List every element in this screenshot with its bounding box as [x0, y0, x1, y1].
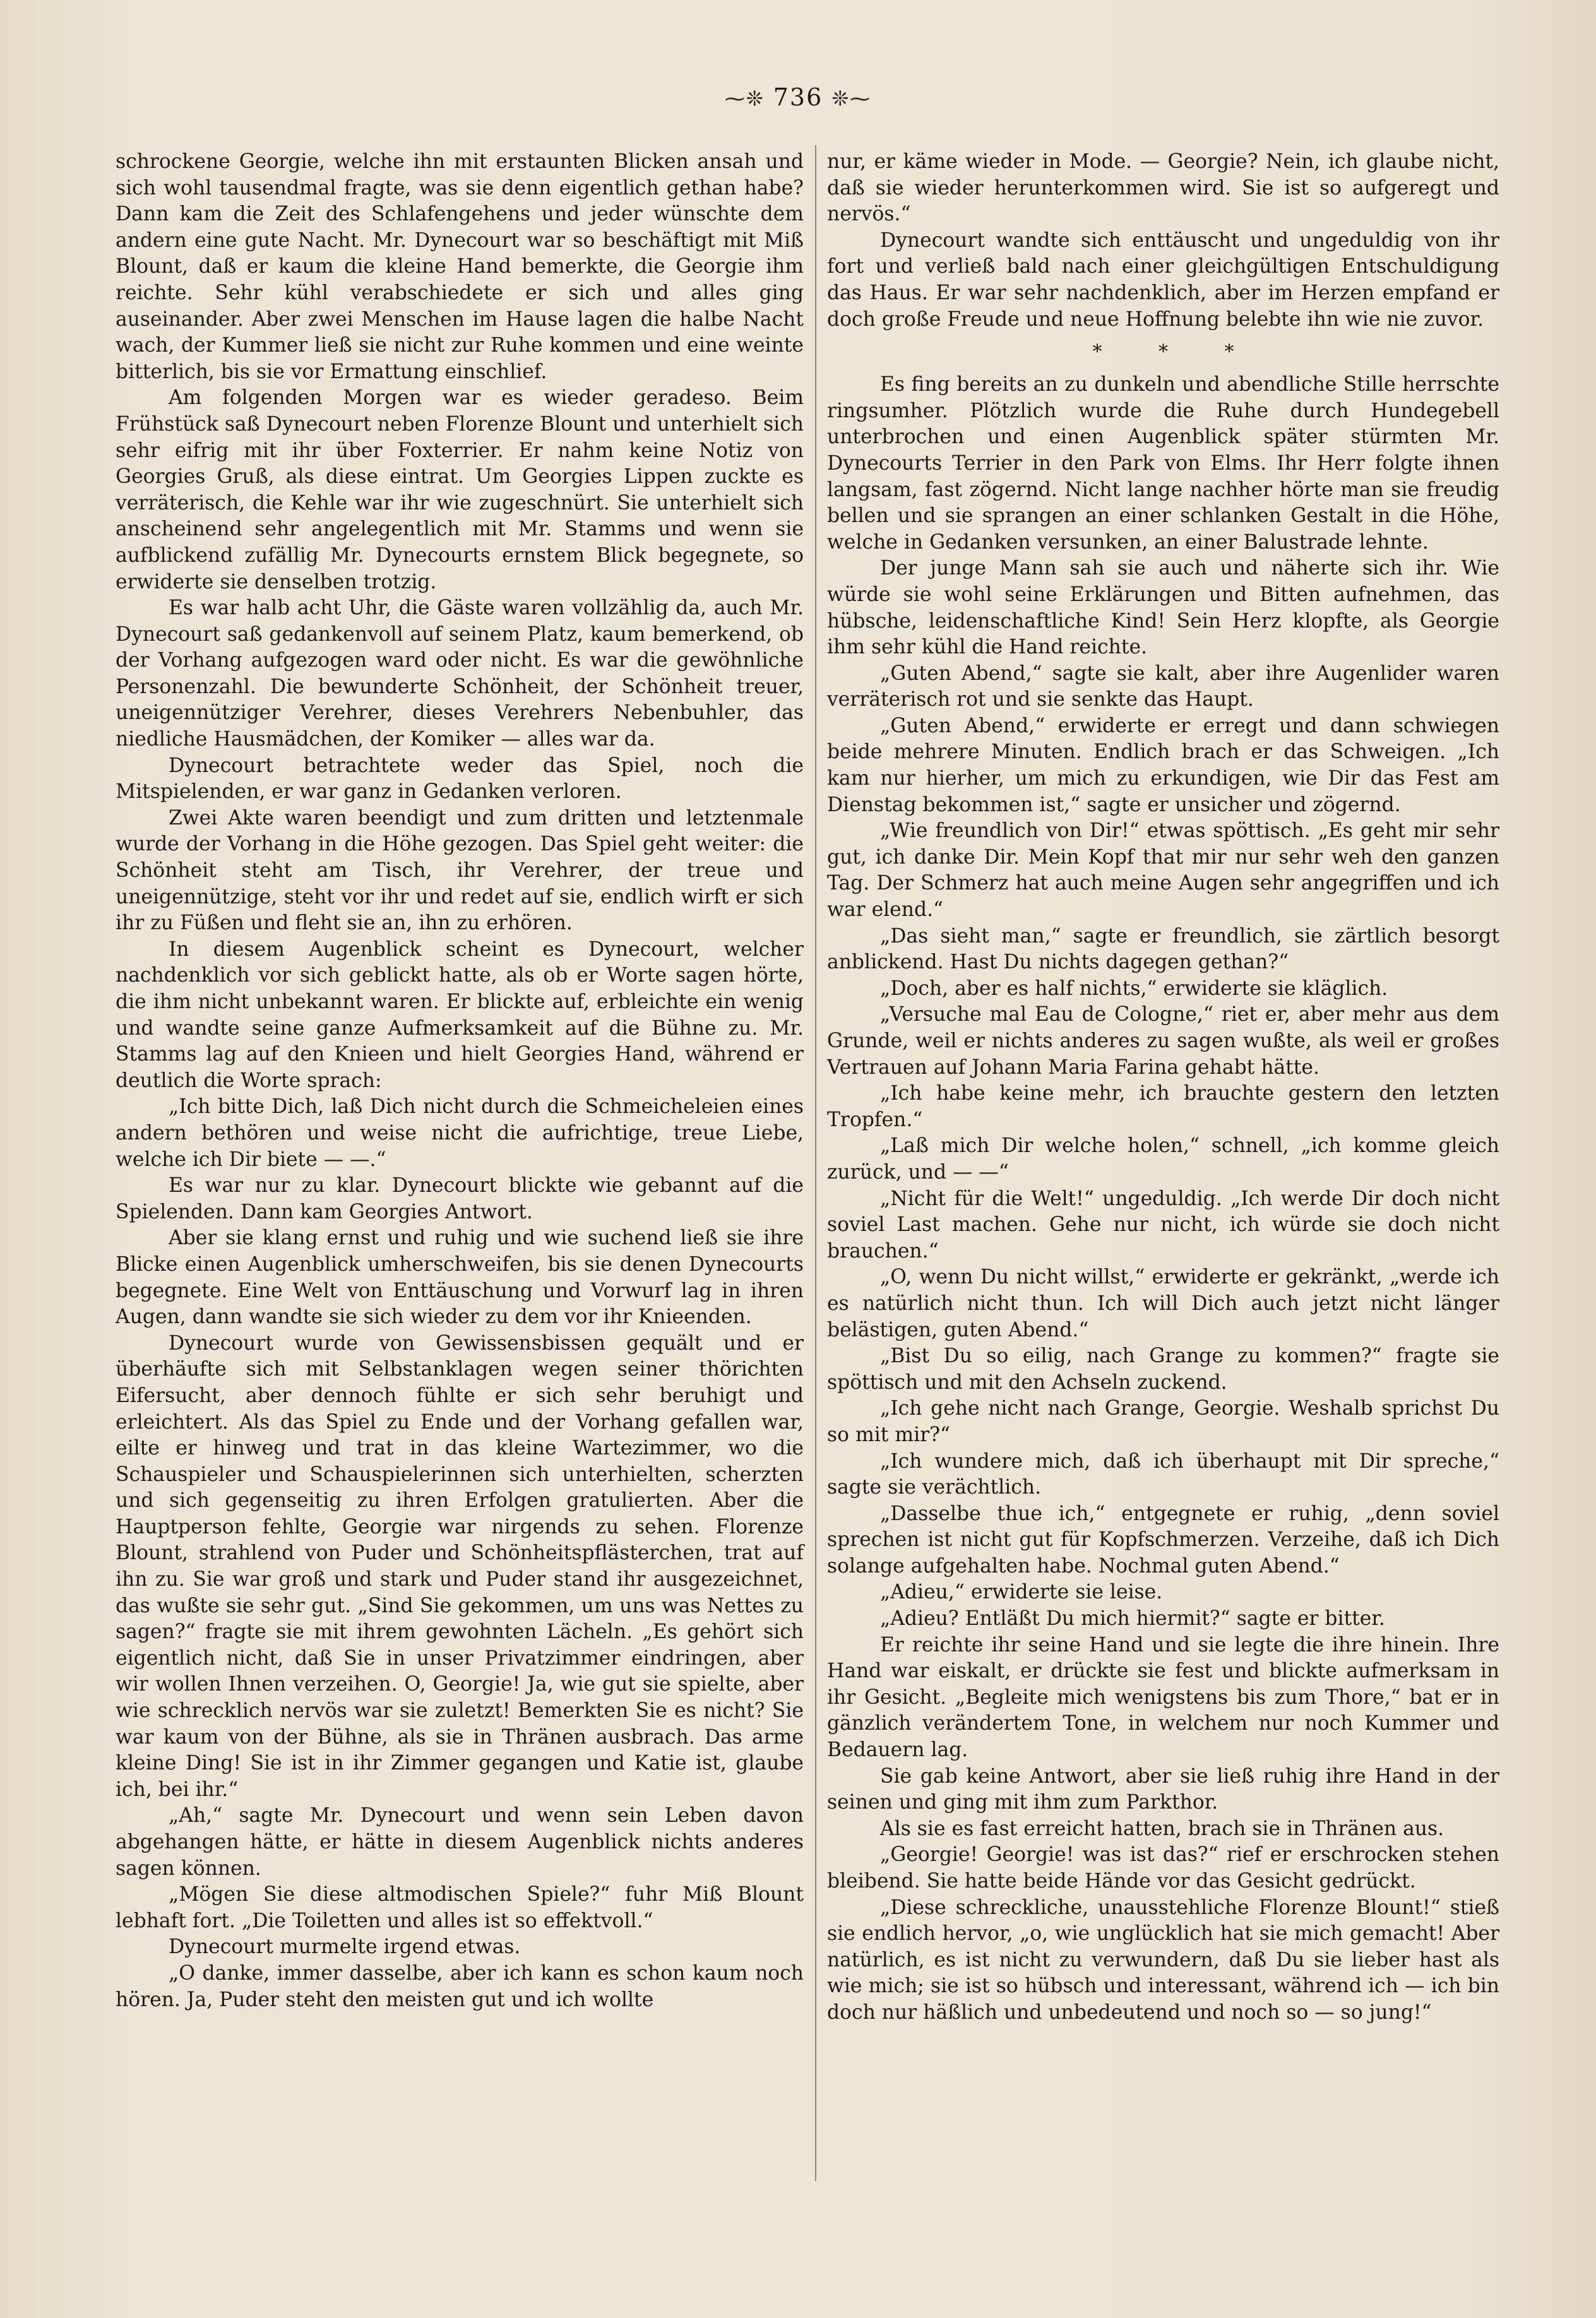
- paragraph: Es war halb acht Uhr, die Gäste waren vollzählig da, auch Mr. Dynecourt saß gedankenvoll auf seinem Platz, kaum bemerkend, ob der Vorhang aufgezogen ward oder nicht. Es war die gewöhnliche Personenzahl. Die bewunderte Schönheit, der Schönheit treuer, uneigennütziger Verehrer, dieses Verehrers Nebenbuhler, das niedliche Hausmädchen, der Komiker — alles war da.: [116, 597, 804, 751]
- paragraph: „Doch, aber es half nichts,“ erwiderte sie kläglich.: [880, 977, 1388, 1000]
- paragraph: Er reichte ihr seine Hand und sie legte die ihre hinein. Ihre Hand war eiskalt, er drückte sie fest und blickte aufmerksam in ihr Gesicht. „Begleite mich wenigstens bis zum Thore,“ bat er in gänzlich verändertem Tone, in welchem nur noch Kummer und Bedauern lag.: [827, 1633, 1499, 1762]
- paragraph: „Mögen Sie diese altmodischen Spiele?“ fuhr Miß Blount lebhaft fort. „Die Toiletten und alles ist so effektvoll.“: [116, 1883, 804, 1932]
- left-ornament: ⁓❊: [724, 86, 765, 110]
- paragraph: „O danke, immer dasselbe, aber ich kann es schon kaum noch hören. Ja, Puder steht den meisten gut und ich wollte: [116, 1961, 804, 2011]
- paragraph: Dynecourt wandte sich enttäuscht und ungeduldig von ihr fort und verließ bald nach einer gleichgültigen Entschuldigung das Haus. Er war sehr nachdenklich, aber im Herzen empfand er doch große Freude und neue Hoffnung belebte ihn wie nie zuvor.: [827, 229, 1499, 331]
- right-column-part-one: [827, 149, 1499, 333]
- paragraph: Aber sie klang ernst und ruhig und wie suchend ließ sie ihre Blicke einen Augenblick umherschweifen, bis sie denen Dynecourts begegnete. Eine Welt von Enttäuschung und Vorwurf lag in ihren Augen, dann wandte sie sich wieder zu dem vor ihr Knieenden.: [116, 1227, 804, 1329]
- right-column: [827, 149, 1499, 2026]
- paragraph: Der junge Mann sah sie auch und näherte sich ihr. Wie würde sie wohl seine Erklärungen und Bitten aufnehmen, das hübsche, leidenschaftliche Kind! Sein Herz klopfte, als Georgie ihm sehr kühl die Hand reichte.: [827, 557, 1499, 659]
- paragraph: „Guten Abend,“ sagte sie kalt, aber ihre Augenlider waren verräterisch rot und sie senkte das Haupt.: [827, 662, 1499, 711]
- paragraph: Sie gab keine Antwort, aber sie ließ ruhig ihre Hand in der seinen und ging mit ihm zum Parkthor.: [827, 1764, 1499, 1814]
- paragraph: Es war nur zu klar. Dynecourt blickte wie gebannt auf die Spielenden. Dann kam Georgies Antwort.: [116, 1174, 804, 1223]
- paragraph: „Ah,“ sagte Mr. Dynecourt und wenn sein Leben davon abgehangen hätte, er hätte in diesem Augenblick nichts anderes sagen können.: [116, 1804, 804, 1880]
- paragraph: „Ich wundere mich, daß ich überhaupt mit Dir spreche,“ sagte sie verächtlich.: [827, 1449, 1499, 1499]
- paragraph: „Ich bitte Dich, laß Dich nicht durch die Schmeicheleien eines andern bethören und weise nicht die aufrichtige, treue Liebe, welche ich Dir biete — —.“: [116, 1095, 804, 1171]
- paragraph: Es fing bereits an zu dunkeln und abendliche Stille herrschte ringsumher. Plötzlich wurde die Ruhe durch Hundegebell unterbrochen und einen Augenblick später stürmten Mr. Dynecourts Terrier in den Park von Elms. Ihr Herr folgte ihnen langsam, fast zögernd. Nicht lange nachher hörte man sie freudig bellen und sie sprangen an einer schlanken Gestalt in die Höhe, welche in Gedanken versunken, an einer Balustrade lehnte.: [827, 373, 1499, 554]
- left-column: [116, 149, 804, 2013]
- paragraph: Am folgenden Morgen war es wieder geradeso. Beim Frühstück saß Dynecourt neben Florenze Blount und unterhielt sich sehr eifrig mit ihr über Foxterrier. Er nahm keine Notiz von Georgies Gruß, als diese eintrat. Um Georgies Lippen zuckte es verräterisch, die Kehle war ihr wie zugeschnürt. Sie unterhielt sich anscheinend sehr angelegentlich mit Mr. Stamms und wenn sie aufblickend zufällig Mr. Dynecourts ernstem Blick begegnete, so erwiderte sie denselben trotzig.: [116, 386, 804, 593]
- paragraph: Dynecourt murmelte irgend etwas.: [169, 1935, 521, 1959]
- paragraph: „Versuche mal Eau de Cologne,“ riet er, aber mehr aus dem Grunde, weil er nichts anderes zu sagen wußte, als weil er großes Vertrauen auf Johann Maria Farina gehabt hätte.: [827, 1003, 1499, 1079]
- paragraph: „Adieu,“ erwiderte sie leise.: [880, 1581, 1163, 1604]
- paragraph: „Laß mich Dir welche holen,“ schnell, „ich komme gleich zurück, und — —“: [827, 1134, 1499, 1184]
- right-ornament: ❊⁓: [831, 86, 872, 110]
- paragraph: Als sie es fast erreicht hatten, brach sie in Thränen aus.: [880, 1817, 1444, 1840]
- paragraph: „Dasselbe thue ich,“ entgegnete er ruhig, „denn soviel sprechen ist nicht gut für Kopfschmerzen. Verzeihe, daß ich Dich solange aufgehalten habe. Nochmal guten Abend.“: [827, 1502, 1499, 1578]
- paragraph: Dynecourt wurde von Gewissensbissen gequält und er überhäufte sich mit Selbstanklagen wegen seiner thörichten Eifersucht, aber dennoch fühlte er sich sehr beruhigt und erleichtert. Als das Spiel zu Ende und der Vorhang gefallen war, eilte er hinweg und trat in das kleine Wartezimmer, wo die Schauspieler und Schauspielerinnen sich unterhielten, scherzten und sich gegenseitig zu ihren Erfolgen gratulierten. Aber die Hauptperson fehlte, Georgie war nirgends zu sehen. Florenze Blount, strahlend von Puder und Schönheitspflästerchen, trat auf ihn zu. Sie war groß und stark und Puder stand ihr ausgezeichnet, das wußte sie sehr gut. „Sind Sie gekommen, um uns was Nettes zu sagen?“ fragte sie mit ihrem gewohnten Lächeln. „Es gehört sich eigentlich nicht, daß Sie in unser Privatzimmer eindringen, aber wir wollen Ihnen verzeihen. O, Georgie! Ja, wie gut sie spielte, aber wie schrecklich nervös war sie zuletzt! Bemerkten Sie es nicht? Sie war kaum von der Bühne, als sie in Thränen ausbrach. Das arme kleine Ding! Sie ist in ihr Zimmer gegangen und Katie ist, glaube ich, bei ihr.“: [116, 1331, 804, 1801]
- paragraph: „Guten Abend,“ erwiderte er erregt und dann schwiegen beide mehrere Minuten. Endlich brach er das Schweigen. „Ich kam nur hierher, um mich zu erkundigen, wie Dir das Fest am Dienstag bekommen ist,“ sagte er unsicher und zögernd.: [827, 714, 1499, 816]
- paragraph: In diesem Augenblick scheint es Dynecourt, welcher nachdenklich vor sich geblickt hatte, als ob er Worte sagen hörte, die ihm nicht unbekannt waren. Er blickte auf, erbleichte ein wenig und wandte seine ganze Aufmerksamkeit auf die Bühne zu. Mr. Stamms lag auf den Knieen und hielt Georgies Hand, während er deutlich die Worte sprach:: [116, 937, 804, 1092]
- paragraph: Dynecourt betrachtete weder das Spiel, noch die Mitspielenden, er war ganz in Gedanken verloren.: [116, 754, 804, 804]
- paragraph: „Ich gehe nicht nach Grange, Georgie. Weshalb sprichst Du so mit mir?“: [827, 1397, 1499, 1446]
- paragraph: „Georgie! Georgie! was ist das?“ rief er erschrocken stehen bleibend. Sie hatte beide Hände vor das Gesicht gedrückt.: [827, 1843, 1499, 1893]
- page-header: [0, 83, 1596, 111]
- paragraph: „Ich habe keine mehr, ich brauchte gestern den letzten Tropfen.“: [827, 1082, 1499, 1131]
- paragraph: „O, wenn Du nicht willst,“ erwiderte er gekränkt, „werde ich es natürlich nicht thun. Ich will Dich auch jetzt nicht länger belästigen, guten Abend.“: [827, 1266, 1499, 1341]
- paragraph: nur, er käme wieder in Mode. — Georgie? Nein, ich glaube nicht, daß sie wieder herunterkommen wird. Sie ist so aufgeregt und nervös.“: [827, 150, 1499, 226]
- column-divider: [815, 145, 816, 2181]
- section-break: * * *: [1092, 341, 1260, 364]
- page-number: 736: [773, 83, 823, 111]
- paragraph: „Das sieht man,“ sagte er freundlich, sie zärtlich besorgt anblickend. Hast Du nichts dagegen gethan?“: [827, 924, 1499, 974]
- paragraph: „Nicht für die Welt!“ ungeduldig. „Ich werde Dir doch nicht soviel Last machen. Gehe nur nicht, ich würde sie doch nicht brauchen.“: [827, 1187, 1499, 1263]
- paragraph: Zwei Akte waren beendigt und zum dritten und letztenmale wurde der Vorhang in die Höhe gezogen. Das Spiel geht weiter: die Schönheit steht am Tisch, ihr Verehrer, der treue und uneigennützige, steht vor ihr und redet auf sie, endlich wirft er sich ihr zu Füßen und fleht sie an, ihn zu erhören.: [116, 806, 804, 935]
- paragraph: „Adieu? Entläßt Du mich hiermit?“ sagte er bitter.: [880, 1607, 1385, 1631]
- paragraph: „Wie freundlich von Dir!“ etwas spöttisch. „Es geht mir sehr gut, ich danke Dir. Mein Kopf that mir nur sehr weh den ganzen Tag. Der Schmerz hat auch meine Augen sehr angegriffen und ich war elend.“: [827, 819, 1499, 922]
- paragraph: schrockene Georgie, welche ihn mit erstaunten Blicken ansah und sich wohl tausendmal fragte, was sie denn eigentlich gethan habe? Dann kam die Zeit des Schlafengehens und jeder wünschte dem andern eine gute Nacht. Mr. Dynecourt war so beschäftigt mit Miß Blount, daß er kaum die kleine Hand bemerkte, die Georgie ihm reichte. Sehr kühl verabschiedete er sich und alles ging auseinander. Aber zwei Menschen im Hause lagen die halbe Nacht wach, der Kummer ließ sie nicht zur Ruhe kommen und eine weinte bitterlich, bis sie vor Ermattung einschlief.: [116, 150, 804, 383]
- paragraph: „Diese schreckliche, unausstehliche Florenze Blount!“ stieß sie endlich hervor, „o, wie unglücklich hat sie mich gemacht! Aber natürlich, es ist nicht zu verwundern, daß Du sie lieber hast als wie mich; sie ist so hübsch und interessant, während ich — ich bin doch nur häßlich und unbedeutend und noch so — so jung!“: [827, 1896, 1499, 2024]
- right-column-part-two: [827, 372, 1499, 2026]
- paragraph: „Bist Du so eilig, nach Grange zu kommen?“ fragte sie spöttisch und mit den Achseln zuckend.: [827, 1345, 1499, 1394]
